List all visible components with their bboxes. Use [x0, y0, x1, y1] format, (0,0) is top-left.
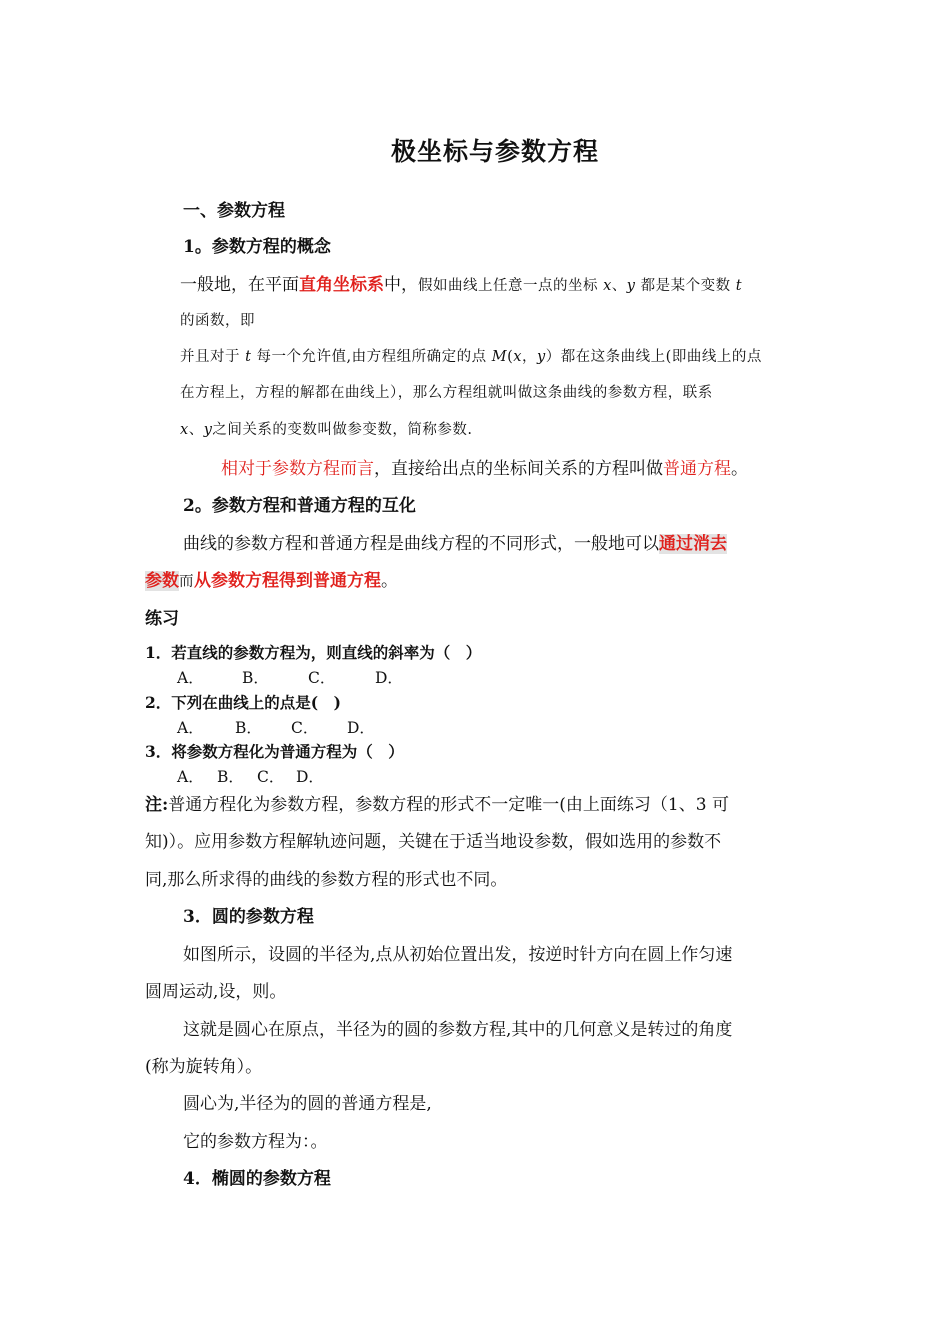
note-label: 注:: [145, 795, 169, 815]
note-line-1: 注:普通方程化为参数方程，参数方程的形式不一定唯一(由上面练习（1、3 可: [145, 795, 729, 815]
circle-line-1: 如图所示，设圆的半径为,点从初始位置出发，按逆时针方向在圆上作匀速: [183, 945, 733, 965]
definition-line-2: 的函数，即: [180, 313, 255, 329]
question-1-options: [177, 666, 403, 688]
conversion-line-1: 曲线的参数方程和普通方程是曲线方程的不同形式，一般地可以通过消去: [183, 534, 727, 554]
circle-line-5: 圆心为,半径为的圆的普通方程是,: [183, 1094, 432, 1114]
page-title: 极坐标与参数方程: [390, 137, 599, 166]
highlight-relative-to-parametric: 相对于参数方程而言: [221, 459, 374, 479]
option-d: D．: [375, 669, 403, 687]
subheading-circle: 3．圆的参数方程: [183, 907, 314, 927]
option-c: C．: [291, 719, 319, 737]
subheading-concept: 1。参数方程的概念: [183, 237, 331, 257]
definition-line-3: 并且对于 t 每一个允许值,由方程组所确定的点 M(x，y）都在这条曲线上(即曲线上的点: [180, 349, 762, 365]
highlight-parametric-to-ordinary: 从参数方程得到普通方程: [194, 571, 381, 591]
section-heading-parametric-equations: 一、参数方程: [183, 201, 285, 221]
option-d: D．: [296, 768, 324, 786]
practice-heading: 练习: [145, 609, 179, 629]
option-d: D．: [347, 719, 375, 737]
highlight-ordinary-equation: 普通方程: [663, 459, 731, 479]
subheading-ellipse: 4．椭圆的参数方程: [183, 1169, 331, 1189]
circle-line-4: (称为旋转角）。: [145, 1057, 263, 1077]
circle-line-6: 它的参数方程为：。: [183, 1132, 328, 1152]
highlight-eliminate-parameter: 通过消去: [659, 534, 727, 554]
question-2: 2．下列在曲线上的点是( ): [145, 693, 341, 712]
option-a: A．: [177, 719, 204, 737]
note-line-3: 同,那么所求得的曲线的参数方程的形式也不同。: [145, 870, 508, 890]
question-3: 3．将参数方程化为普通方程为（ ）: [145, 742, 404, 761]
question-3-options: [177, 765, 324, 787]
option-b: B．: [217, 768, 244, 786]
option-c: C．: [308, 669, 336, 687]
definition-line-1: 一般地，在平面直角坐标系中，假如曲线上任意一点的坐标 x、y 都是某个变数 t: [180, 275, 743, 295]
circle-line-3: 这就是圆心在原点，半径为的圆的参数方程,其中的几何意义是转过的角度: [183, 1020, 733, 1040]
option-a: A．: [177, 768, 204, 786]
question-2-options: [177, 716, 375, 738]
ordinary-equation-definition: 相对于参数方程而言，直接给出点的坐标间关系的方程叫做普通方程。: [221, 459, 748, 479]
definition-line-4: 在方程上，方程的解都在曲线上），那么方程组就叫做这条曲线的参数方程，联系: [180, 385, 713, 401]
option-c: C．: [257, 768, 285, 786]
option-b: B．: [235, 719, 262, 737]
option-a: A．: [177, 669, 204, 687]
option-b: B．: [242, 669, 269, 687]
definition-line-5: x、y之间关系的变数叫做参变数，简称参数.: [180, 422, 473, 438]
question-1: 1．若直线的参数方程为，则直线的斜率为（ ）: [145, 643, 482, 662]
subheading-conversion: 2。参数方程和普通方程的互化: [183, 496, 416, 516]
circle-line-2: 圆周运动,设，则。: [145, 982, 287, 1002]
note-line-2: 知)）。应用参数方程解轨迹问题，关键在于适当地设参数，假如选用的参数不: [145, 832, 722, 852]
conversion-line-2: 参数而从参数方程得到普通方程。: [145, 571, 398, 591]
highlight-rectangular-coordinate-system: 直角坐标系: [299, 275, 384, 295]
